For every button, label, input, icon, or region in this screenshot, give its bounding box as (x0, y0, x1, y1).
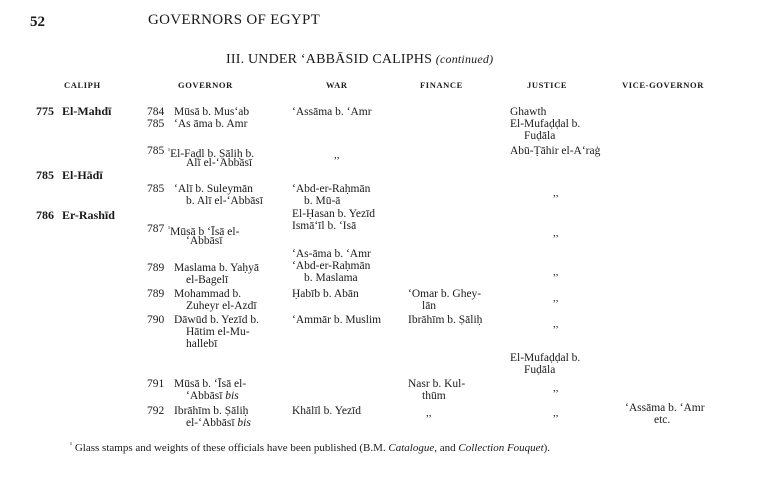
war-name: ‘Abd-er-Raḥmān (292, 260, 371, 272)
war-name: Khālīl b. Yezīd (292, 405, 361, 417)
finance-name: ‘Omar b. Ghey- (408, 288, 482, 300)
justice-name: El-Mufaḍḍal b. (510, 352, 581, 364)
footnote-text: ). (543, 442, 551, 454)
ditto-mark: ,, (553, 187, 559, 199)
governor-year: 784 (147, 106, 165, 118)
col-header-justice: JUSTICE (527, 80, 568, 90)
governor-name: ‘As āma b. Amr (174, 118, 248, 130)
war-name: ‘Abd-er-Raḥmān (292, 183, 371, 195)
caliph-name: Er-Rashīd (62, 208, 115, 222)
governor-year: 787 (147, 223, 165, 235)
governor-year: 785 (147, 145, 165, 157)
governor-name: ‘Alī b. Suleymān (174, 183, 253, 195)
ditto-mark: ,, (334, 149, 340, 161)
war-name: b. Mū-ā (304, 195, 341, 207)
governor-year: 789 (147, 288, 165, 300)
justice-name: Abū-Ṭāhir el-A‘raġ (510, 145, 601, 157)
governor-name-text: Mūsā b ‘Īsā el- (170, 226, 240, 238)
ditto-mark: ,, (553, 382, 559, 394)
footnote-catalogue: Catalogue, (388, 442, 437, 454)
governor-name (186, 390, 239, 402)
justice-name: Ghawth (510, 106, 547, 118)
footnote-marker: ¹ (168, 225, 171, 233)
justice-name: Fuḍāla (524, 130, 556, 142)
caliph-year: 786 (36, 208, 54, 222)
war-name: ‘Assāma b. ‘Amr (292, 106, 372, 118)
governor-year: 791 (147, 378, 165, 390)
war-name: Ḥabīb b. Abān (292, 288, 359, 300)
governor-name-text: ‘Abbāsī (186, 390, 223, 402)
ditto-mark: ,, (553, 227, 559, 239)
finance-name: Ibrāhīm b. Ṣāliḥ (408, 314, 483, 326)
governor-name: Mūsā b. Mus‘ab (174, 106, 250, 118)
ditto-mark: ,, (426, 407, 432, 419)
col-header-finance: FINANCE (420, 80, 463, 90)
governor-name: Ibrāhīm b. Ṣāliḥ (174, 405, 249, 417)
col-header-caliph: CALIPH (64, 80, 101, 90)
caliph-year: 785 (36, 168, 54, 182)
governor-name: Dāwūd b. Yezīd b. (174, 314, 259, 326)
governor-name: Maslama b. Yaḥyā (174, 262, 259, 274)
governor-name-text: el-‘Abbāsī (186, 417, 235, 429)
war-name: El-Ḥasan b. Yezīd (292, 208, 376, 220)
governor-name: ‘Abbāsī (186, 235, 223, 247)
footnote-collection: Collection Fouquet (458, 442, 544, 454)
section-title-text: III. UNDER ‘ABBĀSID CALIPHS (226, 52, 433, 67)
justice-name: Fuḍāla (524, 364, 556, 376)
governor-year: 792 (147, 405, 165, 417)
ditto-mark: ,, (553, 266, 559, 278)
footnote-marker: ¹ (70, 441, 73, 449)
governor-year: 785 (147, 118, 165, 130)
war-name: ‘As-āma b. ‘Amr (292, 248, 371, 260)
governor-year: 790 (147, 314, 165, 326)
governor-name (186, 417, 251, 429)
governor-name: Mohammad b. (174, 288, 242, 300)
footnote-marker: ¹ (168, 147, 171, 155)
col-header-war: WAR (326, 80, 348, 90)
caliph-year: 775 (36, 104, 54, 118)
section-title (226, 52, 493, 68)
governor-name: b. Alī el-‘Abbāsī (186, 195, 263, 207)
justice-name: El-Mufaḍḍal b. (510, 118, 581, 130)
finance-name: thūm (422, 390, 446, 402)
col-header-vice-governor: VICE-GOVERNOR (622, 80, 704, 90)
caliph-name: El-Mahdī (62, 104, 112, 118)
war-name: Ismā‘īl b. ‘Isā (292, 220, 357, 232)
page-number: 52 (30, 14, 45, 30)
footnote-text: Glass stamps and weights of these officials have been published (B.M. (74, 442, 386, 454)
bis-note: bis (237, 417, 251, 429)
governor-name: el-Bagelī (186, 274, 229, 286)
footnote-text: and (439, 442, 456, 454)
governor-name: Mūsā b. ‘Īsā el- (174, 378, 247, 390)
governor-year: 789 (147, 262, 165, 274)
ditto-mark: ,, (553, 292, 559, 304)
caliph-name: El-Hādī (62, 168, 103, 182)
governor-name-text: El-Faḍl b. Ṣāliḥ b. (170, 148, 255, 160)
col-header-governor: GOVERNOR (178, 80, 233, 90)
governor-name: Alī el-‘Abbāsī (186, 157, 253, 169)
war-name: b. Maslama (304, 272, 358, 284)
governor-year: 785 (147, 183, 165, 195)
ditto-mark: ,, (553, 407, 559, 419)
governor-name: hallebī (186, 338, 218, 350)
governor-name: Hātim el-Mu- (186, 326, 250, 338)
section-continued: (continued) (435, 52, 494, 66)
vice-governor-name: ‘Assāma b. ‘Amr (625, 402, 705, 414)
governor-name: Zuheyr el-Azdī (186, 300, 257, 312)
finance-name: Nasr b. Kul- (408, 378, 466, 390)
finance-name: lān (422, 300, 437, 312)
war-name: ‘Ammār b. Muslim (292, 314, 382, 326)
footnote (70, 441, 550, 454)
bis-note: bis (225, 390, 239, 402)
running-title: GOVERNORS OF EGYPT (148, 12, 321, 28)
vice-governor-name: etc. (654, 414, 671, 426)
ditto-mark: ,, (553, 318, 559, 330)
